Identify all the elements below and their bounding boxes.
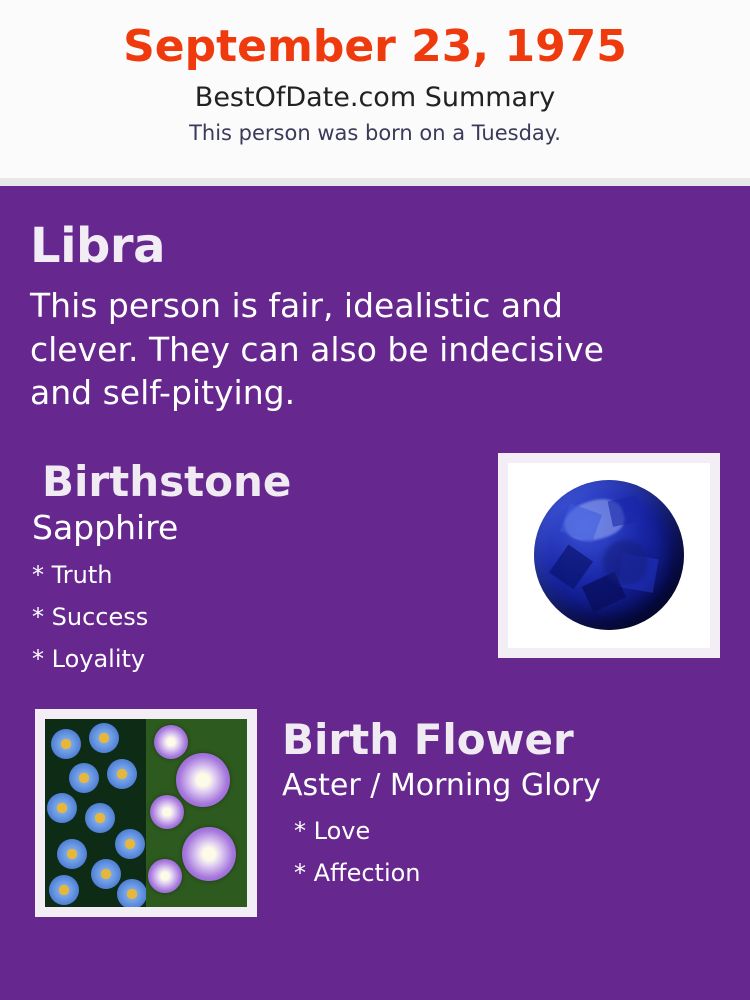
- birth-flower-title: Birth Flower: [282, 714, 574, 764]
- card-body: [0, 186, 750, 1000]
- birth-flower-section: [30, 709, 720, 929]
- header-divider: [0, 178, 750, 186]
- card-header: [0, 0, 750, 178]
- birthstone-trait: * Loyality: [32, 644, 146, 673]
- birth-flower-name: Aster / Morning Glory: [282, 767, 601, 803]
- birthstone-title: Birthstone: [42, 456, 292, 506]
- morning-glory-photo-half: [146, 719, 247, 907]
- birthstone-section: [30, 457, 720, 687]
- birthstone-trait: * Truth: [32, 560, 113, 589]
- birth-flower-photo: [35, 709, 257, 917]
- site-summary-label: BestOfDate.com Summary: [194, 82, 556, 114]
- birthstone-name: Sapphire: [32, 507, 179, 547]
- birthstone-trait: * Success: [32, 602, 149, 631]
- born-day-text: This person was born on a Tuesday.: [189, 121, 561, 146]
- aster-photo-half: [45, 719, 146, 907]
- birth-flower-text: [282, 709, 720, 887]
- birth-flower-trait: * Affection: [294, 858, 421, 887]
- sapphire-gem-icon: [534, 480, 684, 630]
- birthstone-photo-inner: [508, 463, 710, 648]
- birth-flower-trait: * Love: [294, 816, 371, 845]
- birthstone-photo: [498, 453, 720, 658]
- page-title: September 23, 1975: [123, 21, 627, 72]
- birth-flower-photo-inner: [45, 719, 247, 907]
- zodiac-sign-title: Libra: [30, 218, 165, 274]
- zodiac-description: This person is fair, idealistic and clever. They can also be indecisive and self-pitying.: [30, 286, 604, 413]
